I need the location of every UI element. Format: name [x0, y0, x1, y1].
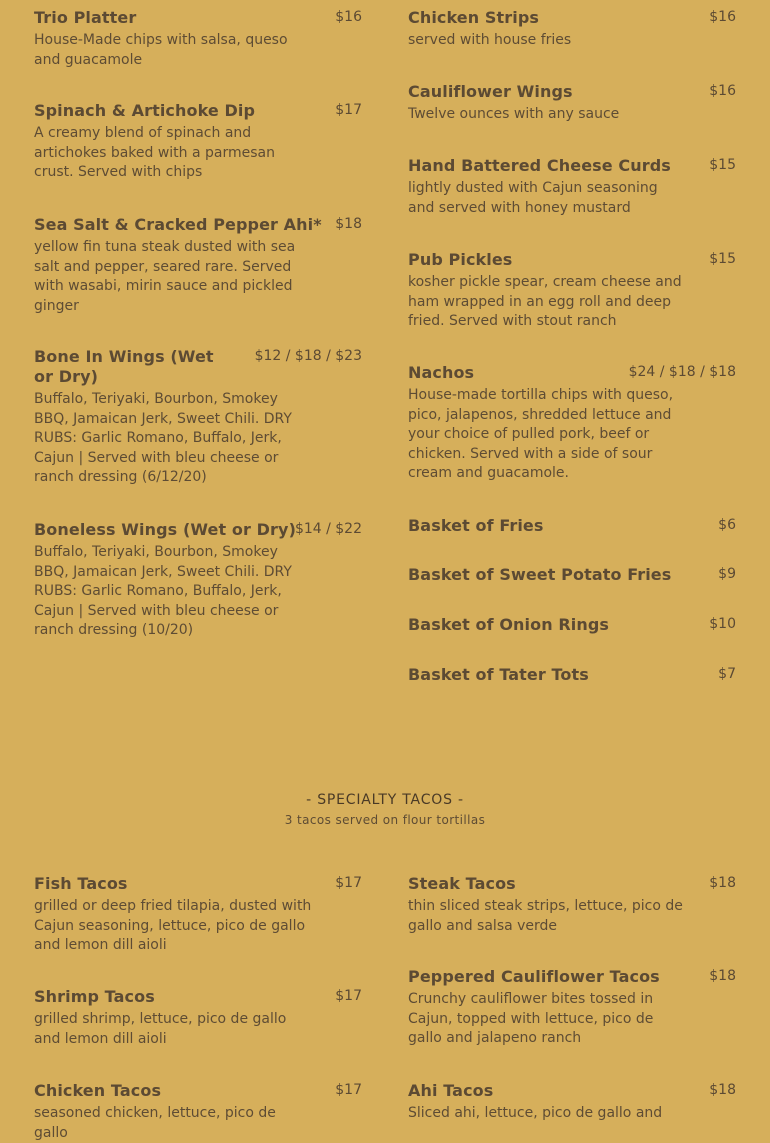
item-price: $6: [718, 517, 736, 533]
item-price: $16: [709, 83, 736, 99]
item-price: $15: [709, 251, 736, 267]
item-description: yellow fin tuna steak dusted with sea salt and pepper, seared rare. Served with wasabi, mirin sauce and pickled ginger: [34, 239, 296, 314]
item-name: Shrimp Tacos: [34, 987, 155, 1006]
item-price: $17: [335, 875, 362, 891]
item-name: Bone In Wings (Wet or Dry): [34, 347, 214, 386]
item-price: $18: [709, 875, 736, 891]
menu-item-header: [408, 8, 736, 28]
menu-item: [34, 215, 362, 316]
menu-item-header: [34, 874, 362, 894]
item-price: $18: [709, 968, 736, 984]
menu-item-header: [408, 516, 736, 536]
menu-item: [408, 565, 736, 585]
item-name: Chicken Tacos: [34, 1081, 162, 1100]
menu-item: [408, 615, 736, 635]
item-name: Trio Platter: [34, 8, 137, 27]
section-title: - SPECIALTY TACOS -: [306, 792, 464, 808]
menu-item-header: [408, 1081, 736, 1101]
item-name: Fish Tacos: [34, 874, 128, 893]
item-price: $15: [709, 157, 736, 173]
item-name: Cauliflower Wings: [408, 82, 573, 101]
item-price: $17: [335, 1082, 362, 1098]
item-price: $17: [335, 102, 362, 118]
menu-item-header: [34, 8, 362, 28]
item-description: grilled or deep fried tilapia, dusted with Cajun seasoning, lettuce, pico de gallo and lemon dill aioli: [34, 898, 312, 953]
item-price: $18: [335, 216, 362, 232]
menu-item-header: [34, 1081, 362, 1101]
item-description: grilled shrimp, lettuce, pico de gallo and lemon dill aioli: [34, 1011, 287, 1047]
menu-item: [34, 8, 362, 70]
menu-item-header: [408, 565, 736, 585]
item-price: $10: [709, 616, 736, 632]
item-name: Hand Battered Cheese Curds: [408, 156, 671, 175]
item-name: Basket of Fries: [408, 516, 544, 535]
menu-item: [408, 1081, 736, 1124]
item-name: Nachos: [408, 363, 475, 382]
item-price: $17: [335, 988, 362, 1004]
item-description: lightly dusted with Cajun seasoning and served with honey mustard: [408, 180, 658, 216]
menu-item-header: [408, 82, 736, 102]
item-description: kosher pickle spear, cream cheese and ham wrapped in an egg roll and deep fried. Served with stout ranch: [408, 274, 682, 329]
item-name: Boneless Wings (Wet or Dry): [34, 520, 296, 539]
section-subtitle: 3 tacos served on flour tortillas: [284, 813, 486, 827]
menu-item-header: [34, 347, 362, 387]
item-name: Chicken Strips: [408, 8, 540, 27]
item-price: $24 / $18 / $18: [628, 364, 736, 380]
menu-item-header: [34, 987, 362, 1007]
item-description: served with house fries: [408, 32, 572, 48]
menu-item: [34, 101, 362, 183]
item-name: Ahi Tacos: [408, 1081, 494, 1100]
item-name: Basket of Tater Tots: [408, 665, 589, 684]
menu-item: [408, 874, 736, 936]
item-price: $7: [718, 666, 736, 682]
menu-item-header: [408, 156, 736, 176]
menu-item-header: [408, 967, 736, 987]
menu-item-header: [34, 215, 362, 235]
menu-item: [408, 250, 736, 332]
item-name: Basket of Sweet Potato Fries: [408, 565, 672, 584]
item-description: Twelve ounces with any sauce: [408, 106, 620, 122]
menu-item: [408, 516, 736, 536]
menu-item-header: [34, 520, 362, 540]
menu-item: [34, 520, 362, 641]
item-description: House-made tortilla chips with queso, pico, jalapenos, shredded lettuce and your choice of pulled pork, beef or chicken. Served with a side of sour cream and guacamole.: [408, 387, 674, 481]
menu-item: [34, 1081, 362, 1143]
menu-item-header: [34, 101, 362, 121]
item-description: House-Made chips with salsa, queso and guacamole: [34, 32, 288, 68]
item-price: $16: [335, 9, 362, 25]
menu-item: [34, 987, 362, 1049]
menu-item: [34, 347, 362, 488]
menu-item: [408, 156, 736, 218]
menu-item-header: [408, 874, 736, 894]
item-name: Steak Tacos: [408, 874, 516, 893]
menu-item-header: [408, 615, 736, 635]
item-name: Spinach & Artichoke Dip: [34, 101, 256, 120]
item-price: $9: [718, 566, 736, 582]
item-description: thin sliced steak strips, lettuce, pico de gallo and salsa verde: [408, 898, 683, 934]
menu-item: [408, 82, 736, 125]
item-description: Crunchy cauliflower bites tossed in Cajun, topped with lettuce, pico de gallo and jalapeno ranch: [408, 991, 654, 1046]
menu-item: [34, 874, 362, 956]
item-description: A creamy blend of spinach and artichokes baked with a parmesan crust. Served with chips: [34, 125, 275, 180]
menu-item: [408, 363, 736, 484]
menu-item: [408, 967, 736, 1049]
item-name: Basket of Onion Rings: [408, 615, 610, 634]
item-price: $18: [709, 1082, 736, 1098]
menu-item-header: [408, 665, 736, 685]
item-description: seasoned chicken, lettuce, pico de gallo: [34, 1105, 276, 1141]
item-name: Pub Pickles: [408, 250, 513, 269]
item-name: Sea Salt & Cracked Pepper Ahi*: [34, 215, 322, 234]
item-price: $14 / $22: [294, 521, 362, 537]
menu-item-header: [408, 363, 736, 383]
item-description: Sliced ahi, lettuce, pico de gallo and: [408, 1105, 663, 1121]
item-price: $16: [709, 9, 736, 25]
item-name: Peppered Cauliflower Tacos: [408, 967, 660, 986]
menu-item: [408, 8, 736, 51]
item-price: $12 / $18 / $23: [254, 348, 362, 364]
menu-item: [408, 665, 736, 685]
menu-item-header: [408, 250, 736, 270]
item-description: Buffalo, Teriyaki, Bourbon, Smokey BBQ, Jamaican Jerk, Sweet Chili. DRY RUBS: Garlic Romano, Buffalo, Jerk, Cajun | Served with bleu cheese or ranch dressing (6/12/20): [34, 391, 292, 485]
item-description: Buffalo, Teriyaki, Bourbon, Smokey BBQ, Jamaican Jerk, Sweet Chili. DRY RUBS: Garlic Romano, Buffalo, Jerk, Cajun | Served with bleu cheese or ranch dressing (10/20): [34, 544, 292, 638]
